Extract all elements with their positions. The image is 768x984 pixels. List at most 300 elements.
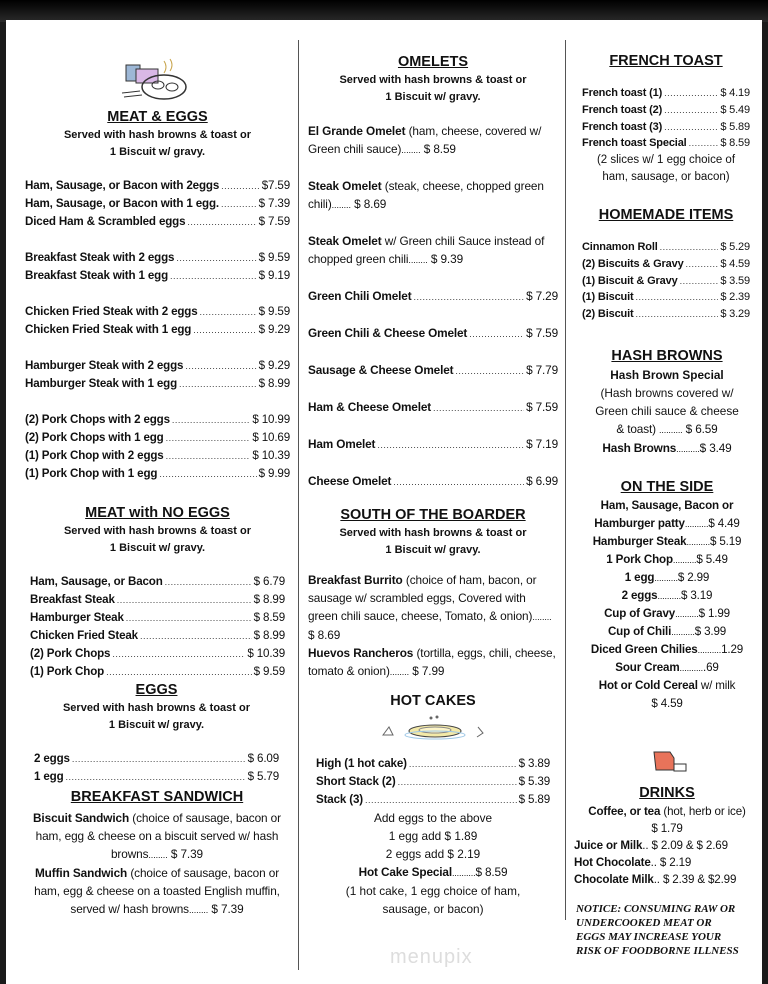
watermark: menupix xyxy=(390,946,473,968)
leader-dots xyxy=(409,755,517,773)
leader-dots xyxy=(455,361,524,380)
item-name: (2) Biscuit xyxy=(582,308,634,321)
menu-item xyxy=(25,465,290,483)
menu-item xyxy=(34,768,279,786)
item-price: $ 7.19 xyxy=(526,437,558,451)
item-price: $ 3.99 xyxy=(694,625,727,638)
leader-dots xyxy=(166,429,251,447)
leader-dots xyxy=(675,607,699,620)
item-name: (2) Pork Chops xyxy=(30,647,111,660)
notice-line: EGGS MAY INCREASE YOUR xyxy=(576,931,722,943)
section-title: FRENCH TOAST xyxy=(609,53,723,69)
item-name: Chicken Fried Steak with 1 egg xyxy=(25,323,192,336)
leader-dots xyxy=(433,398,524,417)
menu-item xyxy=(30,663,285,681)
section-on-the-side xyxy=(576,478,758,713)
item-price: $ 8.59 xyxy=(475,865,508,879)
item-price: $ 7.59 xyxy=(258,215,290,228)
section-subtitle: 1 Biscuit w/ gravy. xyxy=(385,544,481,556)
section-title: OMELETS xyxy=(397,54,469,70)
leader-dots xyxy=(193,321,256,339)
item-name: Cheese Omelet xyxy=(308,474,392,488)
item-name: Ham, Sausage, Bacon or xyxy=(600,499,734,512)
leader-dots xyxy=(365,791,517,809)
leader-dots xyxy=(673,553,697,566)
item-price: $ 7.99 xyxy=(412,664,445,678)
leader-dots xyxy=(685,517,709,530)
item-description: (hot, herb or ice) xyxy=(663,805,746,818)
item-price: $ 4.19 xyxy=(720,87,750,99)
item-name: Hamburger patty xyxy=(594,517,685,530)
item-description: (ham, cheese, covered w/ Green chili sauce) xyxy=(308,124,542,156)
item-name: Ham, Sausage, or Bacon with 2eggs xyxy=(25,179,220,192)
item-name: Cup of Chili xyxy=(607,625,672,638)
menu-item xyxy=(30,573,285,591)
item-price: $ 1.99 xyxy=(698,607,730,620)
item-price: $ 3.59 xyxy=(720,274,750,287)
leader-dots xyxy=(532,609,551,623)
item-price: $ 9.19 xyxy=(258,269,290,282)
item-group xyxy=(25,249,290,285)
section-subtitle: 1 Biscuit w/ gravy. xyxy=(109,542,206,554)
leader-dots xyxy=(408,252,427,266)
item-description: (Hash browns covered w/ xyxy=(600,386,734,400)
menu-item xyxy=(574,803,760,820)
menu-item xyxy=(308,435,558,454)
item-price: $ 7.29 xyxy=(526,289,558,303)
menu-item: Juice or Milk.. $ 2.09 & $ 2.69 xyxy=(574,839,728,852)
item-price: $ 1.79 xyxy=(651,822,683,835)
item-price: $ 9.59 xyxy=(258,305,290,318)
section-drinks xyxy=(574,784,760,888)
section-subtitle: 1 Biscuit w/ gravy. xyxy=(385,91,481,103)
section-subtitle: Served with hash browns & toast or xyxy=(339,527,527,539)
menu-item xyxy=(576,551,758,569)
menu-item xyxy=(25,195,290,213)
item-price: $ 9.29 xyxy=(258,323,290,336)
leader-dots xyxy=(398,773,517,791)
leader-dots xyxy=(390,664,409,678)
item-name: 1 Pork Chop xyxy=(606,553,673,566)
menu-item xyxy=(308,287,558,306)
menu-item xyxy=(576,569,758,587)
item-name: Hash Browns xyxy=(602,441,677,455)
menu-item xyxy=(22,809,292,864)
item-name: (1) Biscuit xyxy=(582,291,634,304)
item-price: $ 9.59 xyxy=(253,665,285,678)
item-price: $ 3.29 xyxy=(720,308,750,321)
leader-dots xyxy=(200,303,257,321)
section-title: HOT CAKES xyxy=(390,693,476,709)
item-price: $ 6.99 xyxy=(526,474,558,488)
menu-item xyxy=(25,429,290,447)
leader-dots xyxy=(659,422,683,436)
item-name: (2) Pork Chops with 1 egg xyxy=(25,431,164,444)
item-name: Ham Omelet xyxy=(308,437,376,451)
menu-item xyxy=(25,303,290,321)
menu-item xyxy=(576,587,758,605)
item-name: Sausage & Cheese Omelet xyxy=(308,363,454,377)
item-price: $ 7.39 xyxy=(170,847,204,861)
item-name: (1) Pork Chop with 2 eggs xyxy=(25,449,164,462)
item-name: French toast (1) xyxy=(582,87,663,99)
menu-item xyxy=(582,289,750,306)
menu-item xyxy=(25,447,290,465)
item-price: $ 8.59 xyxy=(253,611,285,624)
leader-dots xyxy=(185,357,256,375)
item-name: French toast Special xyxy=(582,137,687,150)
item-name: (1) Pork Chop with 1 egg xyxy=(25,467,158,480)
item-price: $ 5.49 xyxy=(696,553,728,566)
menu-item xyxy=(316,863,550,882)
pancake-illustration xyxy=(373,713,493,743)
section-subtitle: Served with hash browns & toast or xyxy=(63,129,252,141)
item-name: Breakfast Steak with 2 eggs xyxy=(25,251,175,264)
menu-item xyxy=(30,609,285,627)
item-price: $ 2.09 & $ 2.69 xyxy=(651,839,728,852)
section-subtitle: 1 Biscuit w/ gravy. xyxy=(109,146,206,158)
item-name: Breakfast Steak xyxy=(30,593,115,606)
leader-dots xyxy=(140,627,252,645)
section-title: EGGS xyxy=(135,682,178,698)
scan-top-edge xyxy=(0,0,768,22)
item-price: $ 5.89 xyxy=(518,793,550,806)
item-name: Breakfast Burrito xyxy=(308,573,403,587)
section-title: HASH BROWNS xyxy=(611,348,723,364)
menu-item xyxy=(578,439,756,458)
menu-item xyxy=(316,773,550,791)
menu-item xyxy=(308,324,558,343)
menu-item xyxy=(576,605,758,623)
item-description: Green chili sauce & cheese xyxy=(595,404,739,418)
item-price: $ 7.39 xyxy=(258,197,290,210)
section-hash-browns xyxy=(578,347,756,458)
item-description: (choice of sausage, bacon or ham, egg & cheese on a toasted English muffin, served w/ hash browns xyxy=(34,866,280,916)
item-name: Short Stack (2) xyxy=(316,775,396,788)
item-price: $ 6.09 xyxy=(247,752,279,765)
menu-item xyxy=(30,645,285,663)
item-price: $ 8.59 xyxy=(423,142,456,156)
leader-dots xyxy=(148,847,167,861)
column-divider xyxy=(298,40,299,970)
item-name: Cup of Gravy xyxy=(604,607,676,620)
item-price: $ 5.49 xyxy=(720,103,750,116)
item-name: Huevos Rancheros xyxy=(308,646,414,660)
menu-item xyxy=(308,571,558,644)
menu-item xyxy=(576,533,758,551)
item-name: High (1 hot cake) xyxy=(316,757,407,770)
menu-item xyxy=(582,135,750,152)
menu-item xyxy=(308,361,558,380)
item-price: $ 7.79 xyxy=(526,363,558,377)
item-description: w/ Green chili Sauce instead of chopped green chili xyxy=(308,234,545,266)
leader-dots xyxy=(664,119,718,136)
leader-dots xyxy=(72,750,246,768)
menu-item xyxy=(25,213,290,231)
leader-dots xyxy=(126,609,252,627)
menu-item xyxy=(308,398,558,417)
leader-dots xyxy=(165,573,252,591)
menu-item xyxy=(308,472,558,491)
leader-dots xyxy=(671,625,695,638)
item-price: $7.59 xyxy=(261,179,290,192)
item-name: Biscuit Sandwich xyxy=(33,811,130,825)
item-list xyxy=(30,573,285,681)
leader-dots xyxy=(189,902,208,916)
menu-item xyxy=(576,659,758,677)
menu-item xyxy=(308,122,558,159)
menu-item xyxy=(22,864,292,919)
item-name: Breakfast Steak with 1 egg xyxy=(25,269,169,282)
leader-dots xyxy=(377,435,524,454)
item-price: $ 5.79 xyxy=(247,770,279,783)
item-price: $ 7.59 xyxy=(526,326,558,340)
leader-dots xyxy=(636,306,719,323)
item-list xyxy=(308,571,558,681)
leader-dots xyxy=(221,177,260,195)
item-price: $ 3.19 xyxy=(681,589,713,602)
menu-item xyxy=(576,641,758,659)
item-name: Steak Omelet xyxy=(308,234,382,248)
menu-item xyxy=(34,750,279,768)
item-description: ham, sausage, or bacon) xyxy=(602,171,730,184)
item-description: & toast) xyxy=(616,422,656,436)
item-name: Steak Omelet xyxy=(308,179,382,193)
item-list xyxy=(25,177,290,483)
leader-dots xyxy=(393,472,524,491)
item-name: French toast (3) xyxy=(582,120,663,133)
leader-dots xyxy=(170,267,257,285)
item-price: $ 4.59 xyxy=(720,257,750,270)
leader-dots xyxy=(698,643,722,656)
item-price: $ 9.99 xyxy=(258,467,290,480)
item-price: $ 7.39 xyxy=(211,902,244,916)
item-name: Cinnamon Roll xyxy=(582,241,658,253)
leader-dots xyxy=(680,273,719,290)
menu-item xyxy=(25,411,290,429)
item-name: (1) Pork Chop xyxy=(30,665,105,678)
leader-dots xyxy=(401,142,420,156)
notice-line: UNDERCOOKED MEAT OR xyxy=(576,917,712,929)
item-group xyxy=(25,411,290,483)
menu-item xyxy=(582,119,750,136)
item-price: $ 6.59 xyxy=(685,422,718,436)
item-name: Diced Green Chilies xyxy=(590,643,698,656)
item-list xyxy=(34,750,279,786)
coffee-pot-illustration xyxy=(650,748,690,774)
item-name: Hot or Cold Cereal xyxy=(598,679,698,692)
leader-dots xyxy=(221,195,257,213)
leader-dots xyxy=(660,239,719,256)
item-name: Hamburger Steak with 1 egg xyxy=(25,377,178,390)
item-name: Hash Brown Special xyxy=(610,368,724,382)
item-name: 2 eggs xyxy=(34,752,70,765)
item-name: Hamburger Steak xyxy=(30,611,124,624)
menu-item xyxy=(578,420,756,439)
section-title: ON THE SIDE xyxy=(620,479,714,495)
item-name: Chicken Fried Steak with 2 eggs xyxy=(25,305,198,318)
section-subtitle: Served with hash browns & toast or xyxy=(63,525,252,537)
leader-dots xyxy=(106,663,252,681)
leader-dots xyxy=(176,249,256,267)
item-list xyxy=(22,809,292,919)
item-price: $ 2.99 xyxy=(677,571,710,584)
item-price: $ 5.29 xyxy=(720,241,750,253)
item-description: (tortilla, eggs, chili, cheese, tomato & onion) xyxy=(308,646,556,678)
menu-item xyxy=(582,239,750,256)
item-price: $ 9.59 xyxy=(258,251,290,264)
item-group xyxy=(34,750,279,786)
menu-item xyxy=(25,321,290,339)
item-name: Stack (3) xyxy=(316,793,363,806)
leader-dots xyxy=(636,289,719,306)
section-eggs xyxy=(34,681,279,804)
menu-item xyxy=(582,306,750,323)
section-meat-no-eggs xyxy=(30,504,285,699)
item-name: Green Chili & Cheese Omelet xyxy=(308,326,468,340)
section-south-of-the-border xyxy=(308,506,558,681)
item-price: $ 10.39 xyxy=(247,647,285,660)
item-description: (1 hot cake, 1 egg choice of ham, xyxy=(345,884,521,898)
item-name: Diced Ham & Scrambled eggs xyxy=(25,215,186,228)
item-price: $ 4.59 xyxy=(651,697,683,710)
item-name: Ham, Sausage, or Bacon with 1 egg. xyxy=(25,197,219,210)
leader-dots xyxy=(172,411,250,429)
item-price: 1.29 xyxy=(721,643,744,656)
menu-item xyxy=(25,375,290,393)
item-name: 2 eggs xyxy=(621,589,658,602)
food-safety-notice xyxy=(576,902,758,958)
menu-item: Chocolate Milk.. $ 2.39 & $2.99 xyxy=(574,873,737,886)
item-price: $ 5.89 xyxy=(720,120,750,133)
item-price: $ 10.69 xyxy=(252,431,290,444)
column-divider xyxy=(565,40,566,920)
item-price: $ 9.39 xyxy=(430,252,464,266)
add-eggs-note: Add eggs to the above xyxy=(373,811,493,825)
section-title: MEAT & EGGS xyxy=(107,109,208,125)
item-price: $ 6.79 xyxy=(253,575,285,588)
menu-item xyxy=(582,85,750,102)
notice-line: NOTICE: CONSUMING RAW OR xyxy=(576,903,736,915)
menu-item xyxy=(25,267,290,285)
item-price: $ 3.49 xyxy=(699,441,732,455)
leader-dots xyxy=(187,213,256,231)
item-name: Green Chili Omelet xyxy=(308,289,412,303)
leader-dots xyxy=(179,375,257,393)
menu-item xyxy=(316,755,550,773)
item-group xyxy=(25,177,290,231)
item-price: $ 10.39 xyxy=(252,449,290,462)
leader-dots xyxy=(654,571,678,584)
section-title: DRINKS xyxy=(639,785,695,801)
item-name: Chocolate Milk xyxy=(574,873,654,886)
leader-dots xyxy=(469,324,524,343)
item-price: $ 4.49 xyxy=(708,517,740,530)
menu-item xyxy=(30,627,285,645)
item-name: Ham & Cheese Omelet xyxy=(308,400,432,414)
item-name: 1 egg xyxy=(34,770,64,783)
item-price: $ 8.59 xyxy=(720,137,750,150)
menu-item xyxy=(576,677,758,695)
item-description: w/ milk xyxy=(700,679,736,692)
section-subtitle: Served with hash browns & toast or xyxy=(62,702,251,714)
item-list xyxy=(308,122,558,491)
item-name: El Grande Omelet xyxy=(308,124,406,138)
item-name: Coffee, or tea xyxy=(588,805,661,818)
item-name: 1 egg xyxy=(624,571,655,584)
item-price: $ 9.29 xyxy=(258,359,290,372)
section-omelets xyxy=(308,53,558,509)
menu-item xyxy=(582,273,750,290)
section-subtitle: 1 Biscuit w/ gravy. xyxy=(108,719,205,731)
item-price: $ 5.39 xyxy=(518,775,550,788)
item-price: $ 2.19 xyxy=(659,856,692,869)
item-name: Muffin Sandwich xyxy=(34,866,128,880)
item-name: Ham, Sausage, or Bacon xyxy=(30,575,163,588)
item-name: Hot Cake Special xyxy=(358,865,452,879)
add-eggs-note: 1 egg add $ 1.89 xyxy=(388,829,478,843)
leader-dots xyxy=(159,465,256,483)
section-title: BREAKFAST SANDWICH xyxy=(70,789,244,805)
item-price: $ 2.39 & $2.99 xyxy=(662,873,737,886)
item-description: (2 slices w/ 1 egg choice of xyxy=(596,154,736,167)
section-subtitle: Served with hash browns & toast or xyxy=(339,74,527,86)
leader-dots xyxy=(664,102,718,119)
item-name: (2) Pork Chops with 2 eggs xyxy=(25,413,170,426)
menu-item xyxy=(582,256,750,273)
item-name: Hot Chocolate xyxy=(574,856,651,869)
section-breakfast-sandwich xyxy=(22,788,292,919)
item-group xyxy=(25,357,290,393)
leader-dots xyxy=(414,287,525,306)
menu-item xyxy=(576,623,758,641)
item-name: Juice or Milk xyxy=(574,839,643,852)
item-description: (choice of sausage, bacon or ham, egg & cheese on a biscuit served w/ hash browns xyxy=(35,811,281,861)
item-description: (choice of ham, bacon, or sausage w/ scrambled eggs, Covered with green chili sauce, cheese, Tomato, & onion) xyxy=(308,573,537,623)
leader-dots xyxy=(676,441,700,455)
section-hot-cakes xyxy=(316,692,550,918)
item-group xyxy=(30,573,285,681)
menu-item: Hot Chocolate.. $ 2.19 xyxy=(574,856,692,869)
leader-dots xyxy=(332,197,351,211)
item-group xyxy=(25,303,290,339)
item-description: (steak, cheese, chopped green chili) xyxy=(308,179,544,211)
menu-item xyxy=(576,515,758,533)
item-price: $ 10.99 xyxy=(252,413,290,426)
menu-item xyxy=(308,232,558,269)
leader-dots xyxy=(686,535,710,548)
item-price: $ 5.19 xyxy=(709,535,742,548)
item-price: $ 3.89 xyxy=(518,757,550,770)
menu-item xyxy=(582,102,750,119)
section-title: MEAT with NO EGGS xyxy=(85,505,230,521)
section-homemade-items xyxy=(582,206,750,323)
item-name: Chicken Fried Steak xyxy=(30,629,138,642)
breakfast-plate-illustration xyxy=(120,55,190,103)
item-name: (1) Biscuit & Gravy xyxy=(582,274,678,287)
section-title: SOUTH OF THE BOARDER xyxy=(340,507,526,523)
section-title: HOMEMADE ITEMS xyxy=(598,207,734,223)
leader-dots xyxy=(689,135,719,152)
item-price: .69 xyxy=(703,661,719,674)
menu-item xyxy=(25,249,290,267)
item-price: $ 2.39 xyxy=(720,291,750,304)
item-price: $ 8.99 xyxy=(253,629,285,642)
section-french-toast xyxy=(582,52,750,186)
item-price: $ 8.69 xyxy=(308,628,341,642)
item-name: (2) Biscuits & Gravy xyxy=(582,257,684,270)
menu-item xyxy=(308,177,558,214)
